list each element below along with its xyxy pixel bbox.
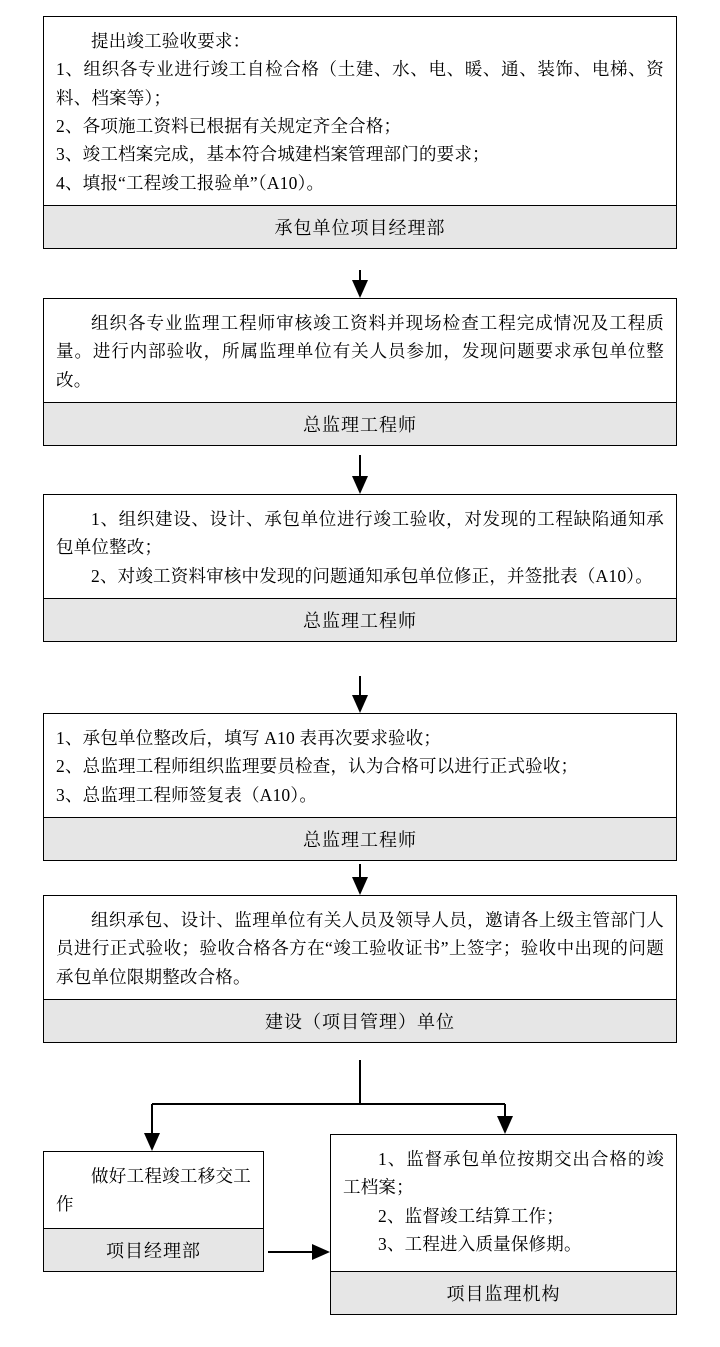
node-line: 1、监督承包单位按期交出合格的竣工档案； bbox=[343, 1149, 664, 1198]
node-actor: 总监理工程师 bbox=[44, 817, 676, 860]
flow-node-supervision bbox=[330, 1134, 677, 1315]
node-line: 3、总监理工程师签复表（A10）。 bbox=[56, 784, 318, 805]
node-body bbox=[44, 896, 676, 999]
node-line: 做好工程竣工移交工作 bbox=[56, 1166, 251, 1215]
node-line: 2、总监理工程师组织监理要员检查，认为合格可以进行正式验收； bbox=[56, 756, 579, 777]
node-body bbox=[331, 1135, 676, 1271]
node-line: 组织各专业监理工程师审核竣工资料并现场检查工程完成情况及工程质量。进行内部验收，所属监理单位有关人员参加，发现问题要求承包单位整改。 bbox=[56, 313, 664, 390]
node-actor: 项目经理部 bbox=[44, 1228, 263, 1271]
node-line: 3、竣工档案完成，基本符合城建档案管理部门的要求； bbox=[56, 144, 490, 165]
node-actor: 建设（项目管理）单位 bbox=[44, 999, 676, 1042]
node-body bbox=[44, 714, 676, 817]
flow-node-completion-request bbox=[43, 16, 677, 249]
node-line: 1、组织各专业进行竣工自检合格（土建、水、电、暖、通、装饰、电梯、资料、档案等）； bbox=[56, 59, 664, 108]
flow-node-organize-acceptance bbox=[43, 494, 677, 642]
node-body bbox=[44, 299, 676, 402]
node-line: 2、各项施工资料已根据有关规定齐全合格； bbox=[56, 116, 402, 137]
flow-node-recheck bbox=[43, 713, 677, 861]
node-line: 2、监督竣工结算工作； bbox=[378, 1205, 564, 1226]
node-line: 1、组织建设、设计、承包单位进行竣工验收，对发现的工程缺陷通知承包单位整改； bbox=[56, 509, 664, 558]
node-actor: 总监理工程师 bbox=[44, 598, 676, 641]
node-body bbox=[44, 17, 676, 205]
node-actor: 承包单位项目经理部 bbox=[44, 205, 676, 248]
node-actor: 总监理工程师 bbox=[44, 402, 676, 445]
node-actor: 项目监理机构 bbox=[331, 1271, 676, 1314]
flow-node-handover bbox=[43, 1151, 264, 1272]
node-line: 3、工程进入质量保修期。 bbox=[378, 1234, 582, 1255]
node-line: 提出竣工验收要求： bbox=[91, 31, 251, 51]
node-line: 1、承包单位整改后，填写 A10 表再次要求验收； bbox=[56, 728, 442, 748]
node-body bbox=[44, 495, 676, 598]
node-body bbox=[44, 1152, 263, 1228]
node-line: 组织承包、设计、监理单位有关人员及领导人员，邀请各上级主管部门人员进行正式验收；验收合格各方在“竣工验收证书”上签字；验收中出现的问题承包单位限期整改合格。 bbox=[56, 910, 664, 987]
flow-node-formal-acceptance bbox=[43, 895, 677, 1043]
node-line: 4、填报“工程竣工报验单”（A10）。 bbox=[56, 172, 325, 193]
flow-node-internal-acceptance bbox=[43, 298, 677, 446]
node-line: 2、对竣工资料审核中发现的问题通知承包单位修正，并签批表（A10）。 bbox=[91, 565, 653, 586]
